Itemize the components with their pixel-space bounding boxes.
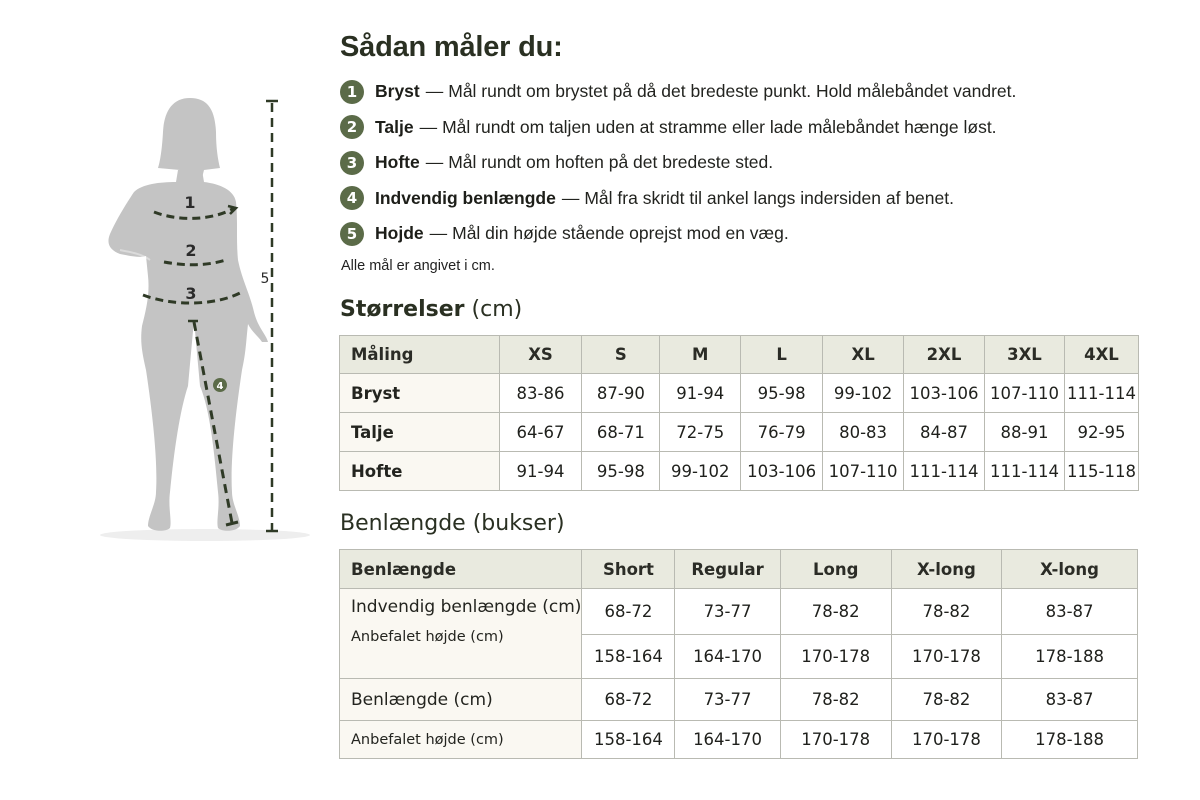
step-waist — [340, 110, 1160, 146]
row-label: Bryst — [340, 374, 500, 413]
table-cell: 111-114 — [985, 452, 1065, 491]
row-label-merged: Indvendig benlængde (cm) Anbefalet højde (cm) — [340, 589, 582, 679]
step-term: Hojde — [375, 223, 424, 244]
column-header: 2XL — [904, 336, 985, 374]
step-description: Mål fra skridt til ankel langs indersiden af benet. — [584, 187, 954, 208]
leg-length-heading: Benlængde (bukser) — [340, 511, 565, 536]
step-description: Mål rundt om taljen uden at stramme eller lade målebåndet hænge løst. — [442, 116, 997, 137]
column-header: Short — [582, 550, 675, 589]
step-term: Indvendig benlængde — [375, 187, 556, 208]
table-row — [340, 452, 1139, 491]
row-label: Talje — [340, 413, 500, 452]
column-header: Regular — [675, 550, 780, 589]
table-cell: 91-94 — [660, 374, 741, 413]
measurement-steps — [340, 74, 1160, 252]
step-dash: — — [425, 152, 444, 173]
table-cell: 78-82 — [891, 589, 1001, 635]
table-cell: 84-87 — [904, 413, 985, 452]
step-height — [340, 216, 1160, 252]
step-dash: — — [561, 187, 580, 208]
table-row — [340, 374, 1139, 413]
table-cell: 178-188 — [1002, 721, 1138, 759]
table-cell: 164-170 — [675, 721, 780, 759]
table-cell: 72-75 — [660, 413, 741, 452]
svg-text:1: 1 — [184, 193, 196, 212]
table-cell: 64-67 — [499, 413, 582, 452]
column-header: XL — [823, 336, 904, 374]
step-number-badge: 5 — [340, 222, 364, 246]
column-header: X-long — [1002, 550, 1138, 589]
step-dash: — — [429, 223, 448, 244]
table-cell: 111-114 — [1064, 374, 1138, 413]
column-header: Måling — [340, 336, 500, 374]
table-cell: 91-94 — [499, 452, 582, 491]
column-header: Benlængde — [340, 550, 582, 589]
table-cell: 68-72 — [582, 589, 675, 635]
table-cell: 95-98 — [741, 374, 823, 413]
table-cell: 76-79 — [741, 413, 823, 452]
step-number-badge: 4 — [340, 186, 364, 210]
table-row — [340, 721, 1138, 759]
svg-text:2: 2 — [185, 241, 197, 260]
table-cell: 78-82 — [780, 679, 891, 721]
step-dash: — — [419, 116, 438, 137]
column-header: M — [660, 336, 741, 374]
body-silhouette-illustration — [90, 80, 310, 550]
column-header: 3XL — [985, 336, 1065, 374]
table-row — [340, 413, 1139, 452]
table-cell: 83-87 — [1002, 589, 1138, 635]
table-cell: 103-106 — [904, 374, 985, 413]
row-label: Hofte — [340, 452, 500, 491]
step-term: Talje — [375, 116, 414, 137]
table-cell: 78-82 — [891, 679, 1001, 721]
table-cell: 68-72 — [582, 679, 675, 721]
table-cell: 83-87 — [1002, 679, 1138, 721]
table-cell: 178-188 — [1002, 635, 1138, 679]
svg-text:4: 4 — [216, 381, 224, 392]
table-cell: 170-178 — [891, 721, 1001, 759]
column-header: S — [582, 336, 660, 374]
table-cell: 80-83 — [823, 413, 904, 452]
table-cell: 115-118 — [1064, 452, 1138, 491]
table-cell: 103-106 — [741, 452, 823, 491]
step-description: Mål rundt om hoften på det bredeste sted. — [448, 152, 774, 173]
table-cell: 73-77 — [675, 679, 780, 721]
table-cell: 83-86 — [499, 374, 582, 413]
table-cell: 99-102 — [660, 452, 741, 491]
column-header: 4XL — [1064, 336, 1138, 374]
page-title: Sådan måler du: — [340, 31, 563, 63]
step-bust — [340, 74, 1160, 110]
svg-text:5: 5 — [260, 271, 270, 287]
step-term: Hofte — [375, 152, 420, 173]
table-cell: 170-178 — [780, 721, 891, 759]
column-header: X-long — [891, 550, 1001, 589]
table-row — [340, 679, 1138, 721]
table-cell: 88-91 — [985, 413, 1065, 452]
table-cell: 164-170 — [675, 635, 780, 679]
table-cell: 92-95 — [1064, 413, 1138, 452]
sizes-heading: Størrelser (cm) — [340, 297, 523, 322]
step-description: Mål din højde stående oprejst mod en væg. — [452, 223, 789, 244]
table-cell: 87-90 — [582, 374, 660, 413]
table-cell: 107-110 — [985, 374, 1065, 413]
measurement-figure — [90, 80, 310, 550]
size-table — [339, 335, 1139, 491]
step-number-badge: 3 — [340, 151, 364, 175]
step-term: Bryst — [375, 81, 420, 102]
table-cell: 170-178 — [891, 635, 1001, 679]
table-row — [340, 589, 1138, 635]
svg-text:3: 3 — [185, 284, 197, 303]
table-cell: 99-102 — [823, 374, 904, 413]
units-note: Alle mål er angivet i cm. — [341, 258, 495, 274]
table-cell: 78-82 — [780, 589, 891, 635]
step-number-badge: 2 — [340, 115, 364, 139]
table-cell: 68-71 — [582, 413, 660, 452]
table-cell: 73-77 — [675, 589, 780, 635]
size-table-header-row — [340, 336, 1139, 374]
table-cell: 95-98 — [582, 452, 660, 491]
row-label: Anbefalet højde (cm) — [340, 721, 582, 759]
table-cell: 158-164 — [582, 721, 675, 759]
leg-table-header-row — [340, 550, 1138, 589]
step-description: Mål rundt om brystet på då det bredeste punkt. Hold målebåndet vandret. — [448, 81, 1017, 102]
table-cell: 170-178 — [780, 635, 891, 679]
column-header: L — [741, 336, 823, 374]
row-label: Benlængde (cm) — [340, 679, 582, 721]
table-cell: 158-164 — [582, 635, 675, 679]
leg-length-table — [339, 549, 1138, 759]
table-cell: 111-114 — [904, 452, 985, 491]
table-cell: 107-110 — [823, 452, 904, 491]
step-dash: — — [425, 81, 444, 102]
step-inseam — [340, 181, 1160, 217]
column-header: Long — [780, 550, 891, 589]
step-hip — [340, 145, 1160, 181]
step-number-badge: 1 — [340, 80, 364, 104]
column-header: XS — [499, 336, 582, 374]
